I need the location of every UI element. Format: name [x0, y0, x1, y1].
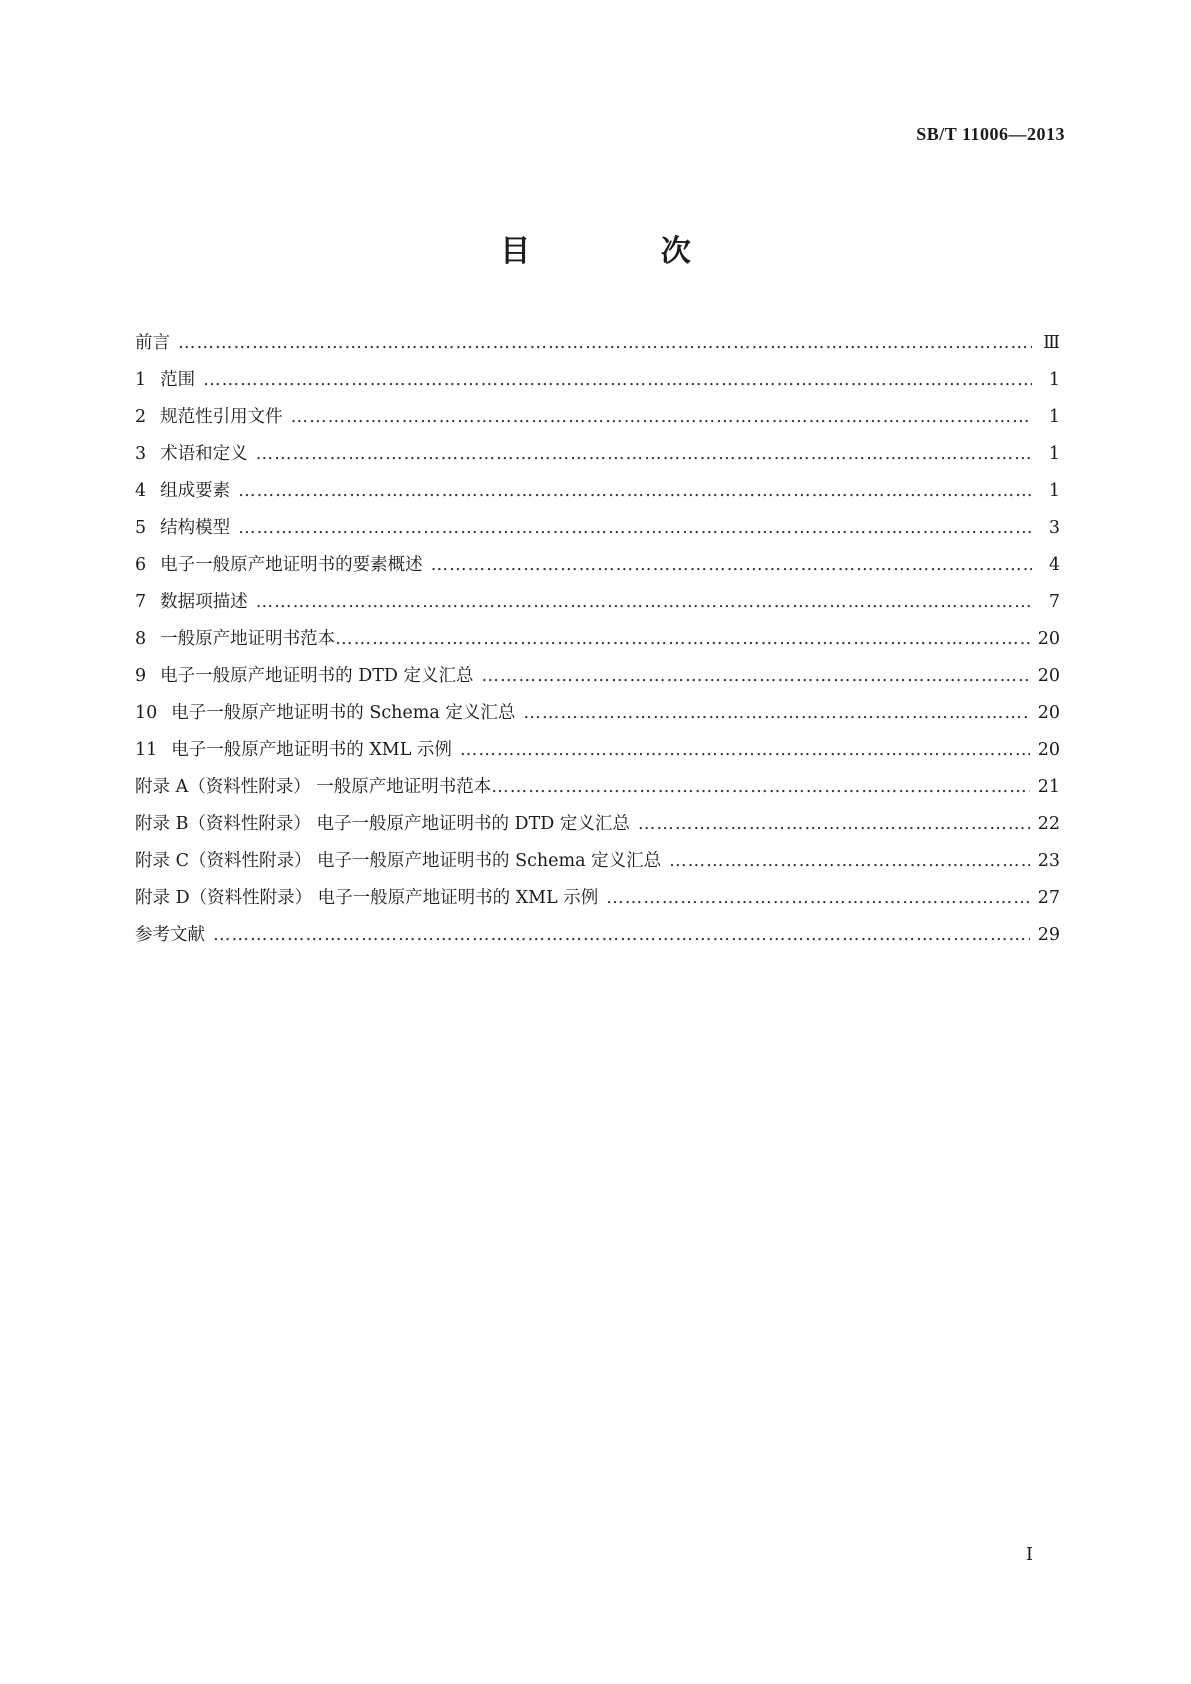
toc-dot-leader — [482, 658, 1030, 695]
toc-entry-text: 术语和定义 — [160, 444, 248, 464]
toc-dot-leader — [203, 362, 1032, 399]
toc-entry-text: 组成要素 — [160, 481, 231, 501]
toc-entry-page: 20 — [1037, 740, 1060, 760]
toc-dot-leader — [335, 621, 1030, 658]
toc-entry-label — [135, 547, 423, 584]
toc-entry-5[interactable] — [135, 510, 1060, 547]
toc-entry-page: 23 — [1037, 851, 1060, 871]
toc-entry-page: 21 — [1037, 777, 1060, 797]
toc-entry-appendix-a[interactable] — [135, 769, 1060, 806]
toc-entry-label — [135, 325, 170, 362]
toc-entry-label — [135, 658, 474, 695]
toc-dot-leader — [669, 843, 1030, 880]
toc-entry-2[interactable] — [135, 399, 1060, 436]
toc-entry-text: 参考文献 — [135, 925, 205, 945]
toc-entry-page: 27 — [1037, 888, 1060, 908]
toc-entry-label — [135, 584, 248, 621]
toc-entry-11[interactable] — [135, 732, 1060, 769]
toc-entry-1[interactable] — [135, 362, 1060, 399]
toc-entry-10[interactable] — [135, 695, 1060, 732]
toc-entry-label — [135, 917, 205, 954]
toc-dot-leader — [491, 769, 1029, 806]
page-number: I — [1025, 1544, 1033, 1565]
toc-entry-label — [135, 769, 491, 806]
toc-dot-leader — [256, 584, 1032, 621]
toc-entry-8[interactable] — [135, 621, 1060, 658]
toc-entry-9[interactable] — [135, 658, 1060, 695]
toc-entry-text: 电子一般原产地证明书的 XML 示例 — [171, 740, 452, 760]
toc-entry-6[interactable] — [135, 547, 1060, 584]
toc-entry-appendix-c[interactable] — [135, 843, 1060, 880]
table-of-contents — [135, 325, 1060, 954]
toc-entry-label — [135, 695, 515, 732]
toc-entry-text: 附录 B（资料性附录） 电子一般原产地证明书的 DTD 定义汇总 — [135, 814, 630, 834]
toc-dot-leader — [606, 880, 1029, 917]
toc-entry-page: 3 — [1048, 518, 1060, 538]
toc-entry-page: 20 — [1037, 703, 1060, 723]
toc-entry-label — [135, 362, 195, 399]
toc-entry-text: 数据项描述 — [160, 592, 248, 612]
toc-entry-3[interactable] — [135, 436, 1060, 473]
toc-entry-text: 附录 D（资料性附录） 电子一般原产地证明书的 XML 示例 — [135, 888, 599, 908]
toc-entry-number: 1 — [135, 370, 147, 390]
toc-dot-leader — [178, 325, 1032, 362]
toc-entry-page: 20 — [1037, 666, 1060, 686]
toc-entry-foreword[interactable] — [135, 325, 1060, 362]
toc-entry-number: 7 — [135, 592, 147, 612]
toc-entry-page: 29 — [1037, 925, 1060, 945]
toc-entry-label — [135, 843, 661, 880]
toc-entry-text: 一般原产地证明书范本 — [160, 629, 336, 649]
toc-entry-text: 前言 — [135, 333, 170, 353]
toc-entry-label — [135, 880, 598, 917]
toc-entry-number: 2 — [135, 407, 147, 427]
toc-dot-leader — [431, 547, 1032, 584]
toc-entry-text: 范围 — [160, 370, 196, 390]
toc-dot-leader — [291, 399, 1032, 436]
page-title: 目 次 — [500, 234, 751, 269]
toc-entry-text: 电子一般原产地证明书的 Schema 定义汇总 — [171, 703, 516, 723]
toc-dot-leader — [638, 806, 1030, 843]
toc-entry-number: 11 — [135, 740, 158, 760]
toc-entry-label — [135, 621, 335, 658]
toc-entry-label — [135, 399, 283, 436]
toc-entry-page: 22 — [1037, 814, 1060, 834]
toc-entry-page: 1 — [1048, 444, 1060, 464]
toc-entry-number: 9 — [135, 666, 147, 686]
toc-entry-number: 6 — [135, 555, 147, 575]
toc-entry-text: 附录 C（资料性附录） 电子一般原产地证明书的 Schema 定义汇总 — [135, 851, 662, 871]
toc-entry-page: 4 — [1048, 555, 1060, 575]
toc-entry-number: 8 — [135, 629, 147, 649]
toc-entry-number: 4 — [135, 481, 147, 501]
toc-entry-page: 1 — [1048, 481, 1060, 501]
standard-code: SB/T 11006—2013 — [916, 124, 1065, 144]
toc-entry-label — [135, 510, 230, 547]
toc-entry-label — [135, 806, 630, 843]
toc-dot-leader — [256, 436, 1032, 473]
toc-entry-bibliography[interactable] — [135, 917, 1060, 954]
toc-entry-4[interactable] — [135, 473, 1060, 510]
toc-entry-page: 7 — [1048, 592, 1060, 612]
toc-entry-7[interactable] — [135, 584, 1060, 621]
toc-dot-leader — [460, 732, 1030, 769]
toc-entry-label — [135, 473, 230, 510]
toc-entry-number: 10 — [135, 703, 158, 723]
toc-entry-page: 1 — [1048, 407, 1060, 427]
toc-dot-leader — [523, 695, 1029, 732]
toc-entry-page: 20 — [1037, 629, 1060, 649]
toc-entry-label — [135, 732, 452, 769]
toc-entry-label — [135, 436, 248, 473]
toc-entry-text: 电子一般原产地证明书的 DTD 定义汇总 — [160, 666, 474, 686]
toc-entry-number: 5 — [135, 518, 147, 538]
toc-entry-text: 结构模型 — [160, 518, 231, 538]
toc-entry-text: 规范性引用文件 — [160, 407, 283, 427]
toc-dot-leader — [238, 473, 1032, 510]
toc-entry-appendix-b[interactable] — [135, 806, 1060, 843]
toc-dot-leader — [213, 917, 1030, 954]
toc-entry-page: Ⅲ — [1043, 333, 1060, 353]
toc-entry-appendix-d[interactable] — [135, 880, 1060, 917]
toc-dot-leader — [238, 510, 1032, 547]
toc-entry-page: 1 — [1048, 370, 1060, 390]
toc-entry-text: 附录 A（资料性附录） 一般原产地证明书范本 — [135, 777, 492, 797]
toc-entry-text: 电子一般原产地证明书的要素概述 — [160, 555, 423, 575]
toc-entry-number: 3 — [135, 444, 147, 464]
